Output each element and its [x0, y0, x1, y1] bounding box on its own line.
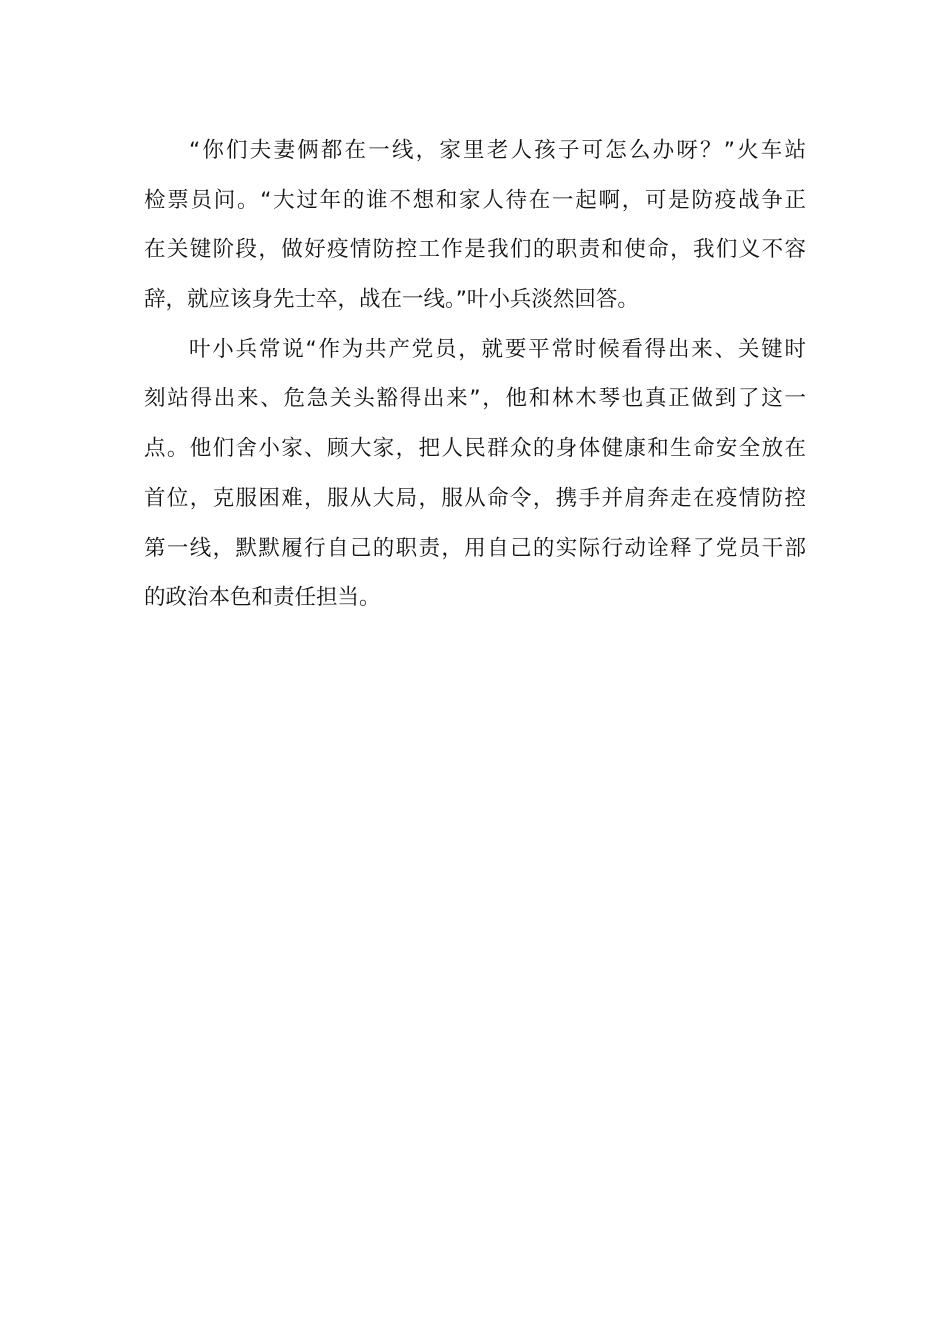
paragraph-1 — [144, 126, 806, 325]
paragraph-line: 刻站得出来、危急关头豁得出来”，他和林木琴也真正做到了这一 — [144, 386, 806, 412]
paragraph-line: 首位，克服困难，服从大局，服从命令，携手并肩奔走在疫情防控 — [144, 485, 806, 511]
paragraph-line: 第一线，默默履行自己的职责，用自己的实际行动诠释了党员干部 — [144, 535, 806, 561]
paragraph-line: 辞，就应该身先士卒，战在一线。”叶小兵淡然回答。 — [144, 287, 639, 313]
paragraph-line: 点。他们舍小家、顾大家，把人民群众的身体健康和生命安全放在 — [144, 436, 806, 462]
paragraph-line: 叶小兵常说“作为共产党员，就要平常时候看得出来、关键时 — [189, 336, 806, 362]
paragraph-line: 检票员问。“大过年的谁不想和家人待在一起啊，可是防疫战争正 — [144, 187, 806, 213]
paragraph-line: 在关键阶段，做好疫情防控工作是我们的职责和使命，我们义不容 — [144, 237, 806, 263]
document-body — [144, 126, 806, 623]
paragraph-line: 的政治本色和责任担当。 — [144, 585, 381, 611]
paragraph-2 — [144, 325, 806, 623]
paragraph-line: “你们夫妻俩都在一线，家里老人孩子可怎么办呀？”火车站 — [189, 138, 806, 163]
